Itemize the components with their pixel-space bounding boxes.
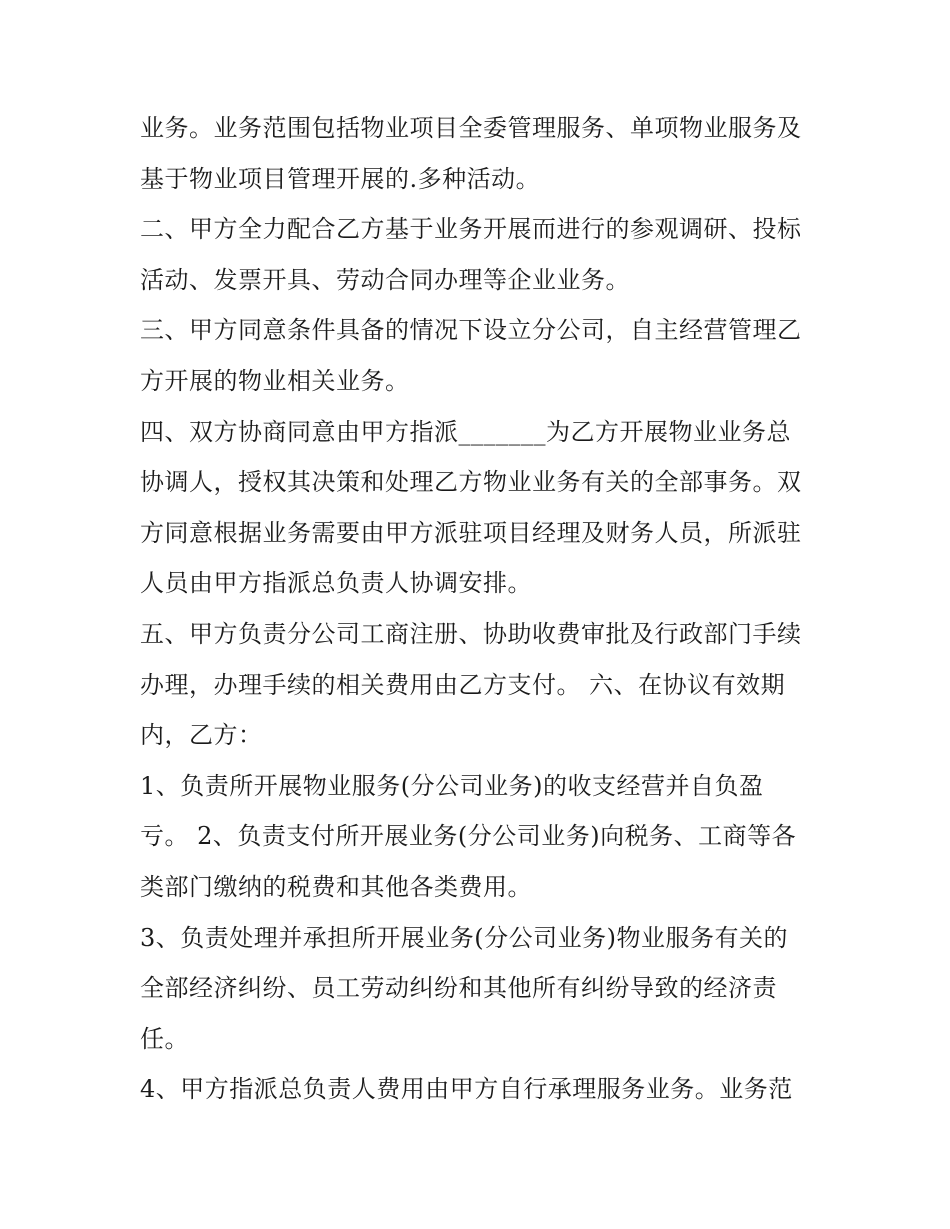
text-line: 业务。业务范围包括物业项目全委管理服务、单项物业服务及: [140, 114, 802, 142]
text-line: 任。: [140, 1024, 189, 1053]
text-line: 办理，办理手续的相关费用由乙方支付。 六、在协议有效期: [140, 670, 786, 699]
text-line: 方开展的物业相关业务。: [140, 366, 410, 395]
text-line: 类部门缴纳的税费和其他各类费用。: [140, 872, 532, 901]
text-line: 四、双方协商同意由甲方指派_______为乙方开展物业业务总: [140, 417, 791, 446]
text-line: 1、负责所开展物业服务(分公司业务)的收支经营并自负盈: [140, 771, 764, 800]
text-line: 全部经济纠纷、员工劳动纠纷和其他所有纠纷导致的经济责: [140, 974, 777, 1003]
text-line: 方同意根据业务需要由甲方派驻项目经理及财务人员，所派驻: [140, 518, 802, 547]
text-line: 二、甲方全力配合乙方基于业务开展而进行的参观调研、投标: [140, 215, 802, 244]
text-line: 基于物业项目管理开展的.多种活动。: [140, 164, 541, 193]
text-line: 亏。 2、负责支付所开展业务(分公司业务)向税务、工商等各: [140, 822, 797, 851]
text-line: 内，乙方：: [140, 721, 263, 750]
text-line: 人员由甲方指派总负责人协调安排。: [140, 569, 532, 598]
text-line: 4、甲方指派总负责人费用由甲方自行承理服务业务。业务范: [140, 1075, 793, 1104]
text-line: 协调人，授权其决策和处理乙方物业业务有关的全部事务。双: [140, 468, 802, 497]
text-line: 五、甲方负责分公司工商注册、协助收费审批及行政部门手续: [140, 619, 802, 648]
document-body: [140, 103, 830, 1115]
text-line: 三、甲方同意条件具备的情况下设立分公司，自主经营管理乙: [140, 316, 802, 345]
text-line: 3、负责处理并承担所开展业务(分公司业务)物业服务有关的: [140, 923, 788, 952]
text-line: 活动、发票开具、劳动合同办理等企业业务。: [140, 265, 630, 294]
